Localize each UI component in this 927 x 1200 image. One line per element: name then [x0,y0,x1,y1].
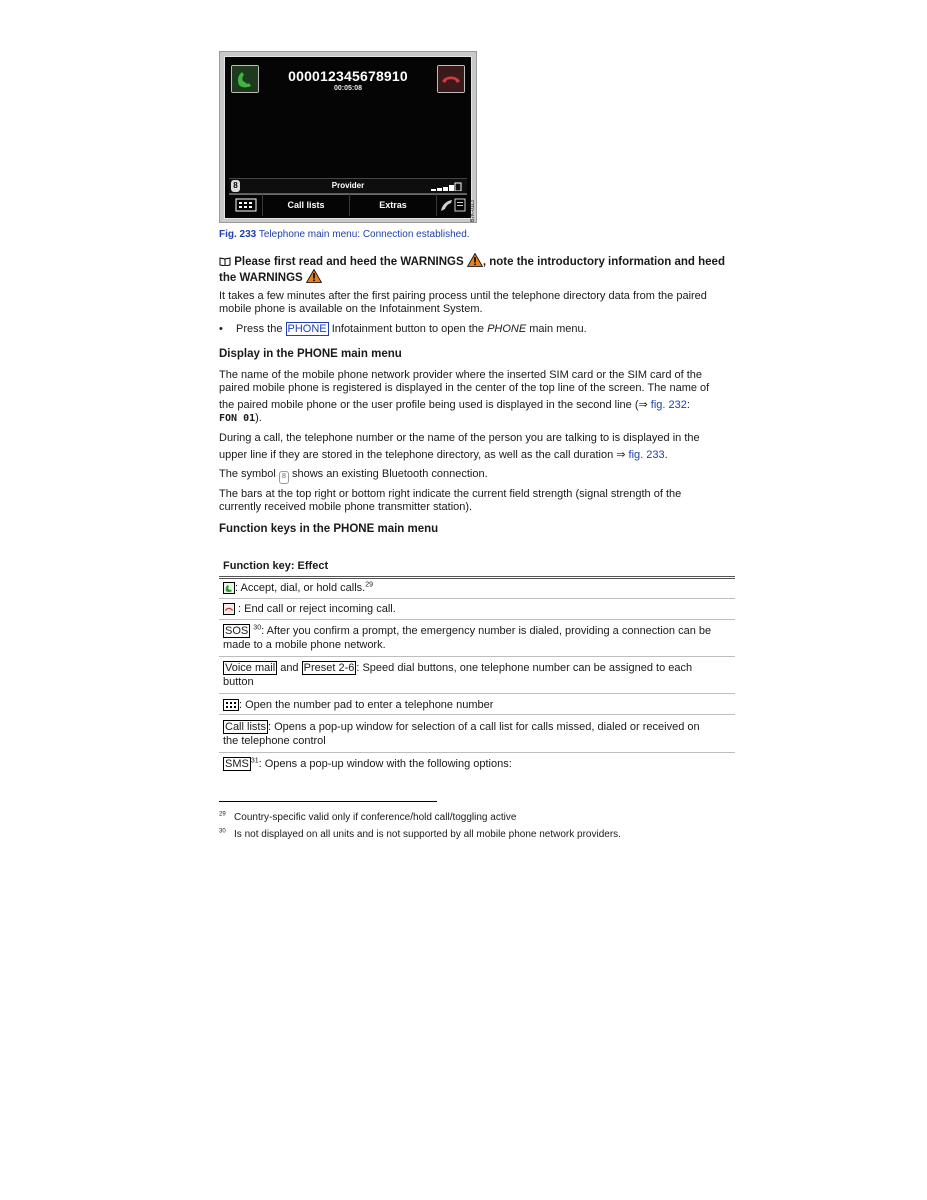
display-p3-pre: The symbol [219,468,279,480]
display-p1-end: ). [255,412,262,424]
figure-caption [219,229,470,240]
extras-softkey[interactable]: Extras [350,194,437,216]
bullet-text-mid: Infotainment button to open the [328,323,488,335]
footnote-ref-31: 31 [250,757,259,765]
accept-call-icon [223,582,235,594]
footnote-text: Country-specific valid only if conference/hold call/toggling active [234,812,517,823]
display-p3 [219,468,488,484]
voicemail-row-text-l2: button [223,676,254,688]
footnote-rule [219,801,437,802]
calllists-row-text-l1: : Opens a pop-up window for selection of a call list for calls missed, dialed or received on [267,721,700,733]
sos-row-text-l1: : After you confirm a prompt, the emergency number is dialed, providing a connection can be [261,625,712,637]
figure-caption-text: Telephone main menu: Connection established. [258,229,470,240]
display-p2-line1: During a call, the telephone number or the name of the person you are talking to is displayed in the [219,432,700,444]
bullet-item [219,323,587,336]
footnote-29 [219,812,516,823]
phone-display [224,56,472,219]
display-p2-line2-text: upper line if they are stored in the telephone directory, as well as the call duration ⇒ [219,449,629,461]
table-row-sms [219,753,735,775]
end-call-icon [223,603,235,615]
display-p1-line4 [219,412,262,425]
image-code: B7K-0113 [470,200,476,222]
figure-label: Fig. 233 [219,229,257,240]
display-p1-line3-text: the paired mobile phone or the user profile being used is displayed in the second line (⇒ [219,399,651,411]
phone-button-link[interactable]: PHONE [287,323,327,335]
bullet-text-post: main menu. [526,323,587,335]
phone-number-display: 000012345678910 [288,68,408,84]
footnote-number: 29 [219,811,226,818]
warnings-notice [219,253,725,269]
warning-icon [467,253,483,267]
voicemail-row-text-l1: : Speed dial buttons, one telephone number can be assigned to each [356,662,693,674]
call-lists-key: Call lists [225,721,266,733]
intro-paragraph-line2: mobile phone is available on the Infotainment System. [219,303,483,315]
handset-switch-icon [438,196,468,214]
table-row-accept [219,579,735,599]
display-section-heading: Display in the PHONE main menu [219,348,402,360]
bluetooth-icon: 8 [231,180,240,192]
softkey-bar [229,193,467,216]
book-icon [219,256,234,268]
keypad-softkey[interactable] [229,194,263,216]
display-p2-line2 [219,449,668,462]
bullet-dot: • [219,323,223,335]
display-p1-colon: : [686,399,690,411]
display-p1-line3 [219,399,690,412]
accept-row-text: : Accept, dial, or hold calls. [235,582,366,594]
sos-key: SOS [225,625,249,637]
provider-label: Provider [331,181,365,190]
display-p2-end: . [664,449,668,461]
footnote-number: 30 [219,828,226,835]
call-lists-softkey[interactable]: Call lists [263,194,350,216]
intro-paragraph-line1: It takes a few minutes after the first pairing process until the telephone directory data from the paired [219,290,707,302]
footnote-text: Is not displayed on all units and is not supported by all mobile phone network providers. [234,829,621,840]
bullet-text-pre: Press the [236,323,286,335]
table-row-end [219,599,735,620]
call-duration: 00:05:08 [333,85,363,92]
footnote-ref-29: 29 [365,581,374,589]
sms-key: SMS [225,758,249,770]
end-row-text: : End call or reject incoming call. [235,603,396,615]
voice-mail-key: Voice mail [225,662,276,674]
sos-row-text-l2: made to a mobile phone network. [223,639,386,651]
keypad-row-text: : Open the number pad to enter a telephone number [239,699,494,711]
warnings-text-a: Please first read and heed the WARNINGS [234,256,464,268]
table-row-voicemail [219,657,735,694]
voicemail-and: and [277,662,302,674]
display-p4-line1: The bars at the top right or bottom right indicate the current field strength (signal strength of the [219,488,682,500]
function-keys-heading: Function keys in the PHONE main menu [219,523,439,535]
bluetooth-symbol-icon: 8 [279,471,289,484]
footnote-30 [219,829,621,840]
warnings-notice-line2 [219,269,322,285]
fig-233-link[interactable]: fig. 233 [628,449,665,461]
calllists-row-text-l2: the telephone control [223,735,326,747]
bullet-text-italic: PHONE [487,323,527,335]
sms-row-text: : Opens a pop-up window with the following options: [258,758,512,770]
table-row-calllists [219,715,735,753]
footnote-ref-30: 30 [253,624,262,632]
handset-switch-softkey[interactable] [437,194,469,216]
table-header: Function key: Effect [223,560,329,572]
warnings-text-c: the WARNINGS [219,272,303,284]
keypad-icon [223,699,239,711]
display-p4-line2: currently received mobile phone transmitter station). [219,501,473,513]
display-p1-line2: paired mobile phone is registered is displayed in the center of the top line of the screen. The name of [219,382,710,394]
fon-code: FON 01 [219,413,256,424]
keypad-icon [235,198,257,212]
preset-key: Preset 2-6 [303,662,355,674]
signal-strength-icon [431,182,463,191]
warnings-text-b: , note the introductory information and heed [482,256,725,268]
display-p3-post: shows an existing Bluetooth connection. [288,468,488,480]
table-row-keypad [219,694,735,715]
table-row-sos [219,620,735,657]
display-p1-line1: The name of the mobile phone network provider where the inserted SIM card or the SIM card of the [219,369,703,381]
fig-232-link[interactable]: fig. 232 [650,399,687,411]
end-call-icon [437,65,465,93]
warning-icon [306,269,322,283]
telephone-screen-figure [219,51,477,223]
